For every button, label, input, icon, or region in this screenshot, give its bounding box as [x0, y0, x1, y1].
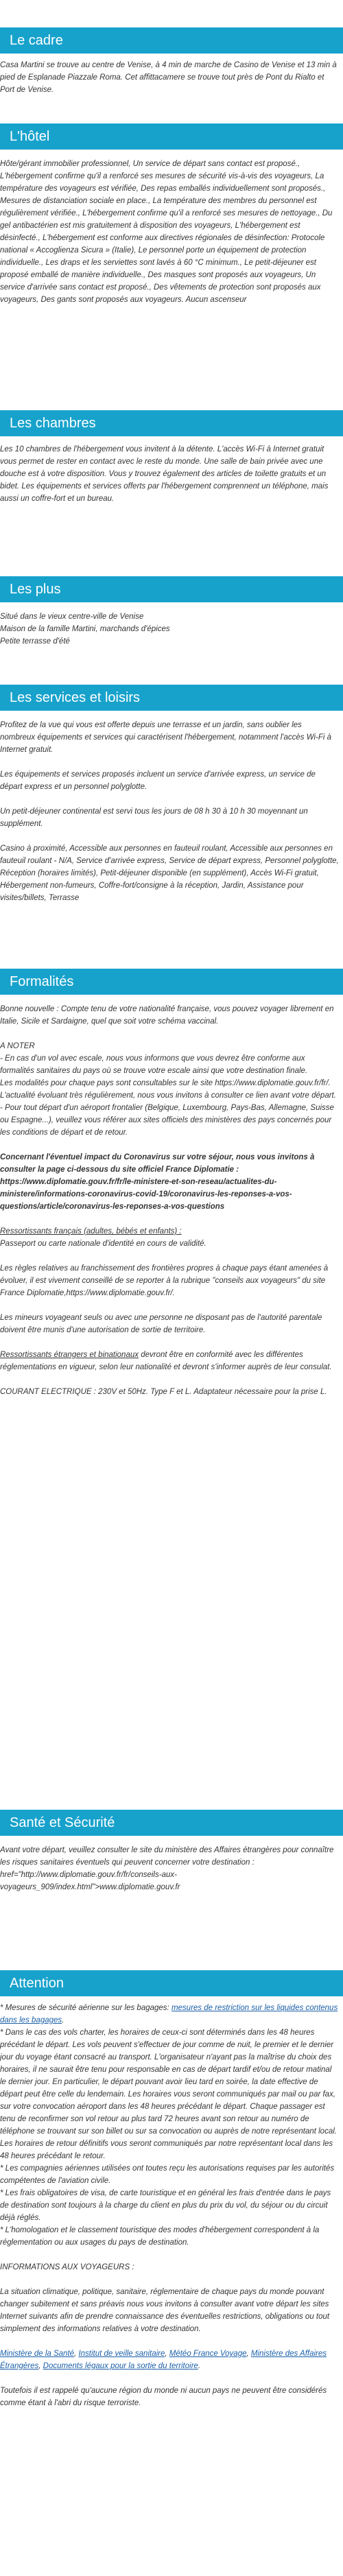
section-header — [0, 123, 343, 150]
section-hotel — [0, 123, 343, 306]
paragraph: Casa Martini se trouve au centre de Venise, à 4 min de marche de Casino de Venise et 13 min à pied de Esplanade Piazzale Roma. Cet affittacamere se trouve tout près de Pont du Rialto et Port de Venise. — [0, 61, 337, 94]
section-header — [0, 27, 343, 54]
paragraph-text: * Mesures de sécurité aérienne sur les bagages: — [0, 2004, 172, 2012]
section-title: Formalités — [10, 974, 74, 989]
link-meteo[interactable]: Météo France Voyage — [169, 2350, 247, 2358]
section-title: L'hôtel — [10, 129, 50, 144]
section-content — [0, 150, 343, 306]
paragraph: * Dans le cas des vols charter, les horaires de ceux-ci sont déterminés dans les 48 heures précédant le départ. Les vols peuvent s'effectuer de jour comme de nuit, le premier et le dernier jour du voyage étant consacré au transport. L'organisateur n'ayant pas la maîtrise du choix des horaires, il ne saurait être tenu pour responsable en cas de départ tardif et/ou de retour matinal le dernier jour. En particulier, le départ pouvant avoir lieu tard en soirée, la date effective de départ peut être celle du lendemain. Les horaires vous seront communiqués par mail ou par fax, sur votre convocation aéroport dans les 48 heures précédant le départ. Chaque passager est tenu de reconfirmer son vol retour au plus tard 72 heures avant son retour au numéro de téléphone se trouvant sur son billet ou sur sa convocation ou auprès de notre représentant local. Les horaires de retour définitifs vous seront communiqués par notre représentant local dans les 48 heures précédant le retour. — [0, 2029, 337, 2160]
paragraph: Hôte/gérant immobilier professionnel, Un service de départ sans contact est proposé., L'hébergement confirme qu'il a renforcé ses mesures de sécurité vis-à-vis des voyageurs, La température des voyageurs est vérifiée, Des repas emballés individuellement sont proposés., Mesures de distanciation sociale en place., La température des membres du personnel est régulièrement vérifiée., L'hébergement confirme qu'il a renforcé ses mesures de nettoyage., Du gel antibactérien est mis gratuitement à disposition des voyageurs, L'hébergement est désinfecté., L'hébergement est conforme aux directives régionales de désinfection: Protocole national « Accoglienza Sicura » (Italie), Le personnel porte un équipement de protection individuelle., Les draps et les serviettes sont lavés à 60 °C minimum., Le petit-déjeuner est proposé emballé de manière individuelle., Des masques sont proposés aux voyageurs, Un service d'arrivée sans contact est proposé., Des vêtements de protection sont proposés aux voyageurs, Des gants sont proposés aux voyageurs. Aucun ascenseur — [0, 160, 333, 304]
section-content — [0, 1836, 343, 1893]
section-sante — [0, 1810, 343, 1893]
section-header — [0, 576, 343, 602]
paragraph: Toutefois il est rappelé qu'aucune région du monde ni aucun pays ne peuvent être considérés comme étant à l'abri du risque terroriste. — [0, 2387, 327, 2407]
section-header — [0, 1810, 343, 1836]
section-content — [0, 711, 343, 904]
paragraph: La situation climatique, politique, sanitaire, réglementaire de chaque pays du monde pouvant changer subitement et sans préavis nous vous invitons à consulter avant votre départ les sites Internet suivants afin de prendre connaissance des éventuelles restrictions, obligations ou tout simplement des informations relatives à votre destination. — [0, 2288, 330, 2333]
link-documents-legaux[interactable]: Documents légaux pour la sortie du territoire — [43, 2362, 198, 2370]
paragraph: - En cas d'un vol avec escale, nous vous informons que vous devrez être conforme aux formalités sanitaires du pays où se trouve votre escale ainsi que votre destination finale. — [0, 1054, 308, 1075]
section-cadre — [0, 27, 343, 96]
link-affaires-etrangeres[interactable]: Ministère des Affaires Étrangères — [0, 2350, 327, 2370]
section-content — [0, 436, 343, 505]
paragraph-heading: A NOTER — [0, 1042, 35, 1050]
paragraph: Avant votre départ, veuillez consulter le site du ministère des Affaires étrangères pour connaître les risques sanitaires éventuels qui peuvent concerner votre destination : href="http://www.diplomatie.gouv.fr/fr/conseils-aux-voyageurs_909/index.html">www.diplomatie.gouv.fr — [0, 1846, 334, 1891]
section-title: Attention — [10, 1976, 64, 1991]
section-content — [0, 602, 343, 648]
paragraph-heading: Ressortissants français (adultes, bébés et enfants) : — [0, 1227, 182, 1236]
section-attention — [0, 1970, 343, 2409]
link-sante[interactable]: Ministère de la Santé — [0, 2350, 75, 2358]
list-item: Petite terrasse d'été — [0, 637, 70, 646]
paragraph: Les mineurs voyageant seuls ou avec une personne ne disposant pas de l'autorité parentale doivent être munis d'une autorisation de sortie de territoire. — [0, 1314, 322, 1334]
paragraph: Profitez de la vue qui vous est offerte depuis une terrasse et un jardin, sans oublier les nombreux équipements et services qui caractérisent l'hébergement, notamment l'accès Wi-Fi à Internet gratuit. — [0, 721, 332, 754]
section-loisirs — [0, 685, 343, 904]
paragraph: Les 10 chambres de l'hébergement vous invitent à la détente. L'accès Wi-Fi à Internet gratuit vous permet de rester en contact avec le reste du monde. Une salle de bain privée avec une douche est à votre disposition. Vous y trouvez également des articles de toilette gratuits et un bidet. Les équipements et services offerts par l'hébergement comprennent un téléphone, mais aussi un coffre-fort et un bureau. — [0, 445, 329, 503]
links-row: Ministère de la Santé, Institut de veille sanitaire, Météo France Voyage, Ministère des Affaires Étrangères, Documents légaux pour la sortie du territoire. — [0, 2350, 327, 2370]
paragraph: Les modalités pour chaque pays sont consultables sur le site https://www.diplomatie.gouv.fr/fr/. L'actualité évoluant très régulièrement, nous vous invitons à consulter ce lien avant votre départ. — [0, 1079, 336, 1100]
paragraph: Bonne nouvelle : Compte tenu de votre nationalité française, vous pouvez voyager librement en Italie, Sicile et Sardaigne, quel que soit votre schéma vaccinal. — [0, 1005, 334, 1026]
section-content — [0, 54, 343, 96]
paragraph: * L'homologation et le classement touristique des modes d'hébergement correspondent à la réglementation ou aux usages du pays de destination. — [0, 2226, 320, 2247]
section-header — [0, 685, 343, 711]
paragraph-heading: INFORMATIONS AUX VOYAGEURS : — [0, 2263, 134, 2271]
paragraph: Casino à proximité, Accessible aux personnes en fauteuil roulant, Accessible aux personnes en fauteuil roulant - N/A, Service d'arrivée express, Service de départ express, Personnel polyglotte, Réception (horaires limités), Petit-déjeuner disponible (en supplément), Accès Wi-Fi gratuit, Hébergement non-fumeurs, Coffre-fort/consigne à la réception, Jardin, Assistance pour visites/billets, Terrasse — [0, 844, 339, 902]
paragraph: Un petit-déjeuner continental est servi tous les jours de 08 h 30 à 10 h 30 moyennant un supplément. — [0, 807, 308, 828]
paragraph: Passeport ou carte nationale d'identité en cours de validité. — [0, 1240, 206, 1248]
list-item: Maison de la famille Martini, marchands d'épices — [0, 625, 170, 633]
section-title: Les plus — [10, 582, 61, 597]
paragraph-text: devront être en conformité avec les différentes réglementations en vigueur, selon leur nationalité et devront s'informer auprès de leur consulat. — [0, 1351, 332, 1371]
list-item: Situé dans le vieux centre-ville de Venise — [0, 613, 144, 621]
paragraph: * Les compagnies aériennes utilisées ont toutes reçu les autorisations requises par les autorités compétentes de l'aviation civile. — [0, 2164, 335, 2185]
paragraph: - Pour tout départ d'un aéroport frontalier (Belgique, Luxembourg, Pays-Bas, Allemagne, Suisse ou Espagne...), veuillez vous référer aux sites officiels des ministères des pays concernés pour les conditions de départ et de retour. — [0, 1104, 334, 1137]
section-title: Les services et loisirs — [10, 690, 141, 705]
paragraph: * Les frais obligatoires de visa, de carte touristique et en général les frais d'entrée dans le pays de destination sont toujours à la charge du client en plus du prix du vol, du séjour ou du circuit déjà réglés. — [0, 2189, 331, 2222]
paragraph: Les équipements et services proposés incluent un service d'arrivée express, un service de départ express et un personnel polyglotte. — [0, 770, 316, 791]
section-plus — [0, 576, 343, 648]
section-title: Le cadre — [10, 33, 63, 48]
section-title: Les chambres — [10, 416, 96, 431]
paragraph-heading: Ressortissants étrangers et binationaux — [0, 1351, 139, 1359]
section-formalites — [0, 969, 343, 1398]
section-content — [0, 995, 343, 1398]
paragraph: Les règles relatives au franchissement des frontières propres à chaque pays étant amenées à évoluer, il est vivement conseillé de se reporter à la rubrique "conseils aux voyageurs" du site France Diplomatie,https://www.diplomatie.gouv.fr/. — [0, 1264, 329, 1297]
paragraph-text: . — [62, 2016, 64, 2024]
section-header — [0, 969, 343, 995]
section-chambres — [0, 410, 343, 505]
link-veille-sanitaire[interactable]: Institut de veille sanitaire — [78, 2350, 165, 2358]
section-header — [0, 1970, 343, 1996]
section-title: Santé et Sécurité — [10, 1815, 115, 1830]
paragraph — [0, 1349, 343, 1373]
section-header — [0, 410, 343, 436]
liquids-restriction-link[interactable]: mesures de restriction sur les liquides contenus dans les bagages — [0, 2004, 338, 2024]
paragraph: COURANT ELECTRIQUE : 230V et 50Hz. Type F et L. Adaptateur nécessaire pour la prise L. — [0, 1388, 327, 1396]
section-content — [0, 1996, 343, 2409]
paragraph — [0, 2002, 343, 2026]
paragraph-bold: Concernant l'éventuel impact du Coronavirus sur votre séjour, nous vous invitons à consulter la page ci-dessous du site officiel France Diplomatie : https://www.diplomatie.gouv.fr/fr/le-ministere-et-son-reseau/actualites-du-ministere/informations-coronavirus-covid-19/coronavirus-les-reponses-a-vos-questions/article/coronavirus-les-reponses-a-vos-questions — [0, 1153, 315, 1211]
